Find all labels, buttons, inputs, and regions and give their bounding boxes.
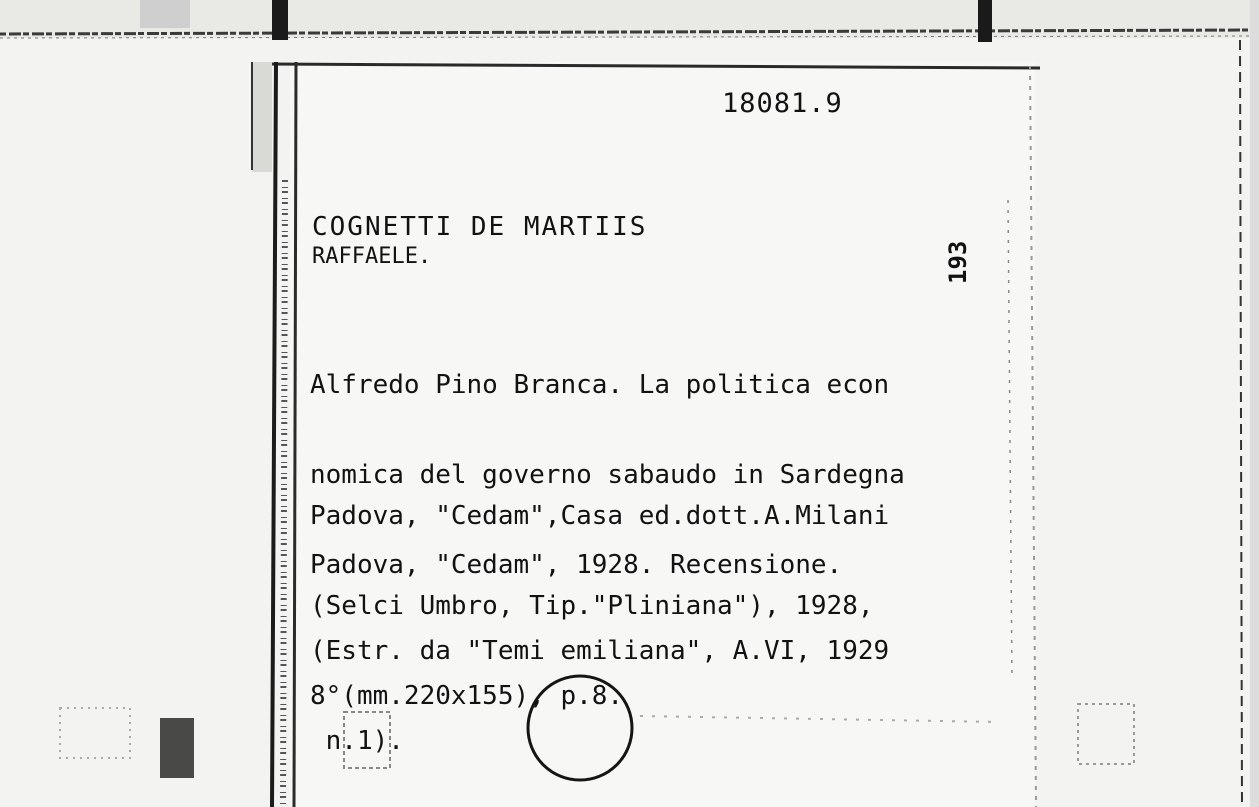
call-number: 18081.9 — [722, 88, 843, 119]
imprint-line: (Selci Umbro, Tip."Pliniana"), 1928, — [310, 591, 874, 621]
imprint-line: 8°(mm.220x155), p.8. — [310, 681, 624, 711]
title-line: Alfredo Pino Branca. La politica econ — [310, 370, 890, 400]
title-line: nomica del governo sabaudo in Sardegna — [310, 460, 905, 490]
author-surname: COGNETTI DE MARTIIS — [312, 212, 648, 242]
imprint-line: Padova, "Cedam",Casa ed.dott.A.Milani — [310, 501, 890, 531]
note-block — [310, 576, 889, 786]
title-line: Padova, "Cedam", 1928. Recensione. — [310, 550, 843, 580]
note-line: (Estr. da "Temi emiliana", A.VI, 1929 — [310, 636, 890, 666]
author-forename: RAFFAELE. — [312, 244, 432, 269]
side-number: 193 — [944, 240, 972, 284]
note-line: n.1). — [310, 726, 404, 756]
